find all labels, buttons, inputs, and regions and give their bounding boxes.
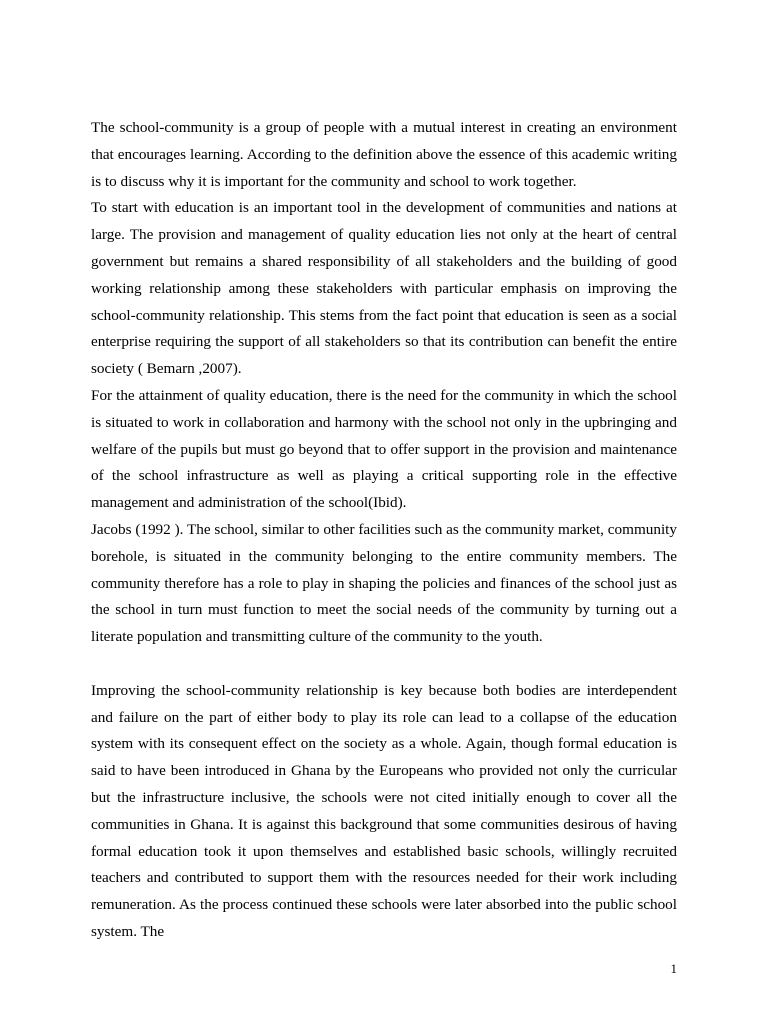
paragraph-intro: The school-community is a group of people with a mutual interest in creating an environment that encourages learning. According to the definition above the essence of this academic writing is to discuss why it is important for the community and school to work together. bbox=[91, 119, 677, 190]
document-body bbox=[91, 115, 677, 946]
page-number: 1 bbox=[670, 961, 677, 976]
paragraph-quality-education: For the attainment of quality education, there is the need for the community in which the school is situated to work in collaboration and harmony with the school not only in the upbringing and welfare of the pupils but must go beyond that to offer support in the provision and maintenance of the school infrastructure as well as playing a critical supporting role in the effective management and administration of the school(Ibid). bbox=[91, 386, 677, 512]
paragraph-improving-relationship: Improving the school-community relationship is key because both bodies are interdependent and failure on the part of either body to play its role can lead to a collapse of the education system with its consequent effect on the society as a whole. Again, though formal education is said to have been introduced in Ghana by the Europeans who provided not only the curricular but the infrastructure inclusive, the schools were not cited initially enough to cover all the communities in Ghana. It is against this background that some communities desirous of having formal education took it upon themselves and established basic schools, willingly recruited teachers and contributed to support them with the resources needed for their work including remuneration. As the process continued these schools were later absorbed into the public school system. The bbox=[91, 681, 677, 940]
paragraph-education-tool: To start with education is an important tool in the development of communities and nations at large. The provision and management of quality education lies not only at the heart of central government but remains a shared responsibility of all stakeholders and the building of good working relationship among these stakeholders with particular emphasis on improving the school-community relationship. This stems from the fact point that education is seen as a social enterprise requiring the support of all stakeholders so that its contribution can benefit the entire society ( Bemarn ,2007). bbox=[91, 199, 677, 378]
paragraph-spacer bbox=[91, 651, 677, 678]
paragraph-jacobs: Jacobs (1992 ). The school, similar to other facilities such as the community market, community borehole, is situated in the community belonging to the entire community members. The community therefore has a role to play in shaping the policies and finances of the school just as the school in turn must function to meet the social needs of the community by turning out a literate population and transmitting culture of the community to the youth. bbox=[91, 520, 677, 646]
